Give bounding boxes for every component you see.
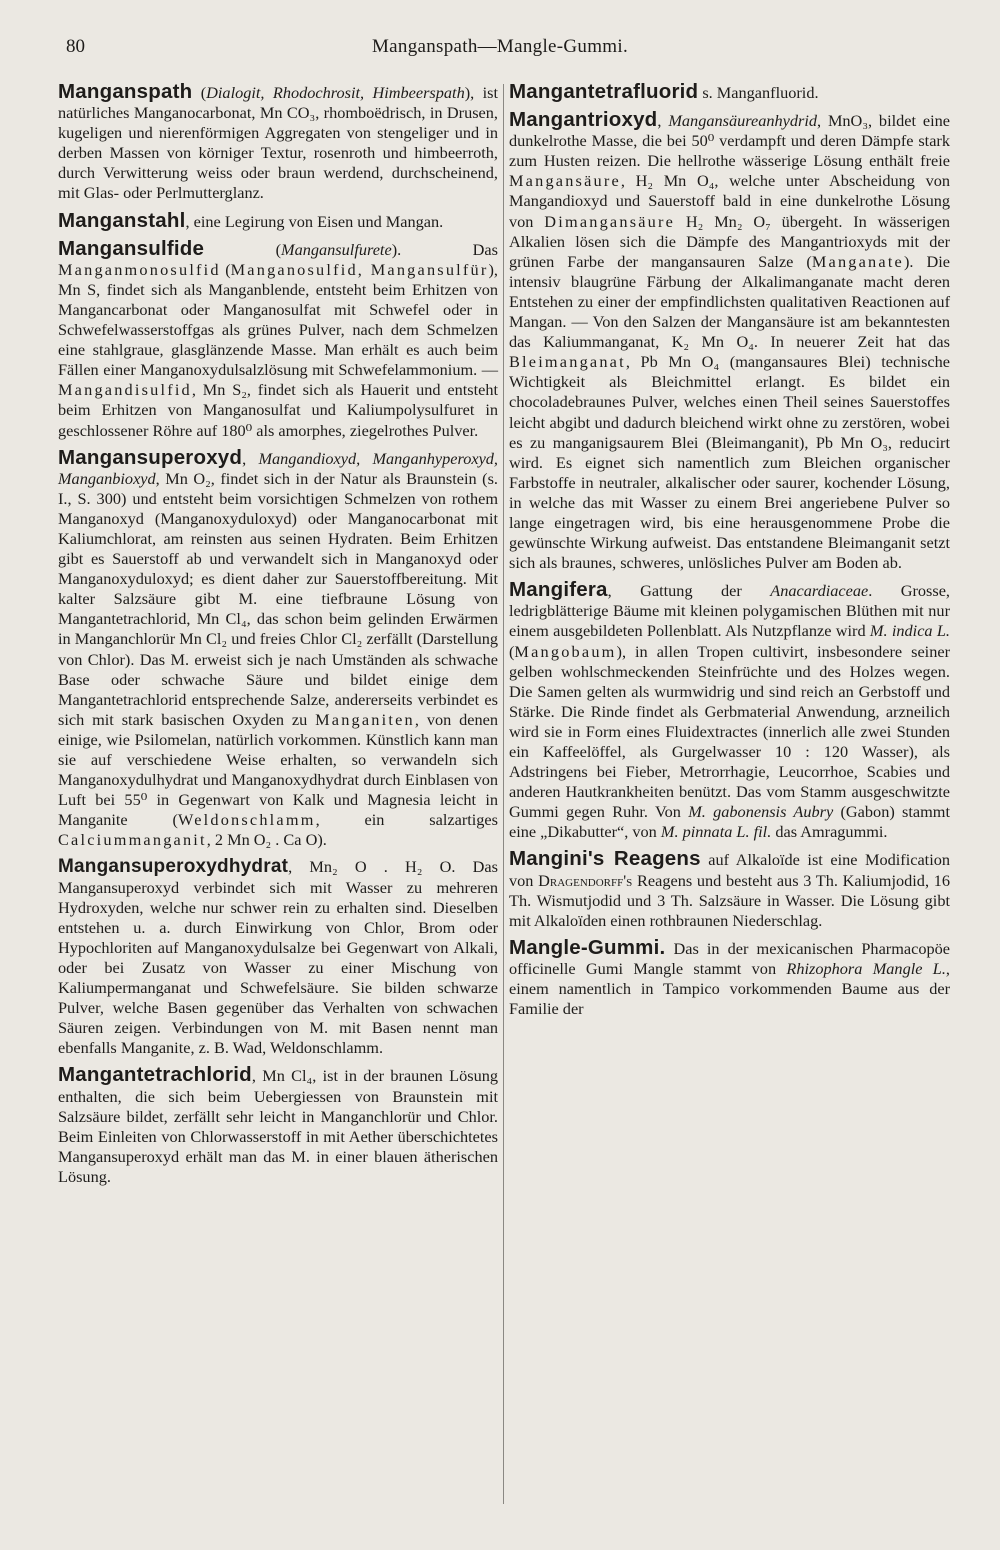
entry-text: , Gattung der	[607, 581, 771, 601]
entry-text: ), Mn S, findet sich als Manganblende, entsteht beim Erhitzen von Mangancarbonat oder Manganosulfat mit Schwefel oder in Schwefelwasserstoffgas als grünes Pulver, nach dem Schmelzen eine stahlgraue, glasglänzende Masse. Man erhält es auch beim Fällen einer Manganoxydulsalzlösung mit Schwefelammonium. —	[58, 259, 498, 380]
headword: Mangifera	[509, 578, 608, 602]
spaced-term: Dimangansäure	[544, 211, 676, 231]
headword: Mangantrioxyd	[509, 108, 658, 132]
page-header	[62, 36, 938, 62]
spaced-term: Mangandisulfid	[58, 380, 192, 400]
spaced-term: Manganosulfid, Mangansulfür	[230, 259, 489, 279]
entry-text: (	[220, 259, 231, 279]
entry-text: ,	[657, 111, 669, 131]
entry-mangantetrachlorid	[58, 1065, 498, 1187]
entry-text: (	[204, 239, 282, 259]
entry-mangansulfide	[58, 236, 498, 441]
running-title: Manganspath—Mangle-Gummi.	[371, 36, 629, 57]
entry-mangle-gummi	[509, 935, 950, 1019]
entry-text: H₂ Mn₂ O₇ übergeht. In wässerigen Alkalien lösen sich die Dämpfe des Mangantrioxyds mit der grünen Farbe der mangansauren Salze (	[509, 211, 950, 271]
entry-text: ), ist natürliches Manganocarbonat, Mn CO₃, rhomboëdrisch, in Drusen, kugeligen und nierenförmigen Aggregaten von stengeliger und in derben Massen von körniger Textur, rosenroth und himbeerroth, durch Verwitterung weiss oder braun werdend, durchscheinend, mit Glas- oder Perlmutterglanz.	[58, 83, 498, 203]
entry-mangifera	[509, 580, 950, 842]
entry-mangansuperoxydhydrat	[58, 857, 498, 1058]
entry-text: (	[509, 641, 515, 661]
headword: Manganstahl	[58, 208, 186, 232]
italic-term: Mangandioxyd, Manganhyperoxyd, Manganbioxyd	[58, 448, 499, 488]
entry-text: ). Das	[391, 239, 498, 259]
column-divider	[503, 84, 504, 1504]
headword: Mangantetrafluorid	[509, 80, 699, 103]
entry-manganstahl	[58, 208, 498, 232]
headword: Mangansuperoxyd	[58, 445, 243, 469]
entry-text: s. Manganfluorid.	[698, 83, 819, 102]
entry-text: , Mn Cl₄, ist in der braunen Lösung enthalten, die sich beim Uebergiessen von Braunstein mit Salzsäure bildet, zerfällt sehr leicht in Manganchlorür und Chlor. Beim Einleiten von Chlorwasserstoff in mit Aether überschichtetes Mangansuperoxyd erhält man das M. in einer blauen ätherischen Lösung.	[58, 1066, 498, 1186]
entry-text: ,	[242, 448, 259, 468]
entry-text: , Mn O₂, findet sich in der Natur als Braunstein (s. I., S. 300) und entsteht beim vorsichtigen Schmelzen von rothem Manganoxyd (Manganoxyduloxyd) oder Manganocarbonat mit Kaliumchlorat, am reinsten aus seinen Hydraten. Beim Erhitzen gibt es Sauerstoff ab und verwandelt sich in Manganoxyd oder Manganoxyduloxyd; es dient daher zur Sauerstoffbereitung. Mit kalter Salzsäure gibt M. eine tiefbraune Lösung von Mangantetrachlorid, Mn Cl₄, das schon beim gelinden Erwärmen in Manganchlorür Mn Cl₂ und freies Chlor Cl₂ zerfällt (Darstellung von Chlor). Das M. erweist sich je nach Umständen als schwache Base oder schwache Säure und bildet einige dem Mangantetrachlorid entsprechende Salze, andererseits verbindet es sich mit stark basischen Oxyden zu	[58, 468, 498, 729]
right-column	[509, 82, 950, 1530]
spaced-term: Manganmonosulfid	[58, 259, 221, 279]
entry-text: ), in allen Tropen cultivirt, insbesondere seiner gelben wohlschmeckenden Steinfrüchte und des Holzes wegen. Die Samen gelten als wurmwidrig und sind reich an Gerbstoff und Stärke. Die Rinde findet als Gerbmaterial Anwendung, arzneilich wird sie in Form eines Fluidextractes (innerlich alle zwei Stunden ein Kaffeelöffel, als Gurgelwasser 10 : 120 Wasser), als Adstringens bei Fieber, Metrorrhagie, Leucorrhoe, Scabies und anderen Hautkrankheiten benützt. Das vom Stamm ausgeschwitzte Gummi gegen Ruhr. Von	[509, 641, 950, 822]
page-number: 80	[66, 36, 85, 57]
spaced-term: Weldonschlamm	[177, 810, 316, 830]
spaced-term: Manganate	[811, 251, 904, 271]
italic-term: M. gabonensis Aubry	[688, 802, 834, 822]
entry-mangantetrafluorid	[509, 82, 950, 103]
entry-text: , 2 Mn O₂ . Ca O).	[206, 830, 327, 850]
headword: Mangantetrachlorid	[58, 1063, 252, 1087]
entry-text: , MnO₃, bildet eine dunkelrothe Masse, die bei 50⁰ verdampft und deren Dämpfe stark zum Husten reizen. Die hellrothe wässerige Lösung enthält freie	[509, 111, 951, 171]
italic-term: M. indica L.	[869, 621, 951, 641]
entry-text: , von denen einige, wie Psilomelan, natürlich vorkommen. Künstlich kann man sie auf verschiedene Weise erhalten, so verwandeln sich Manganoxydulhydrat und Manganoxydhydrat durch Einblasen von Luft bei 55⁰ in Gegenwart von Kalk und Magnesia leicht in Manganite (	[58, 709, 498, 830]
entry-text: , Mn S₂, findet sich als Hauerit und entsteht beim Erhitzen von Manganosulfat und Kaliumpolysulfuret in geschlossener Röhre auf 180⁰ als amorphes, ziegelrothes Pulver.	[58, 380, 498, 440]
headword: Manganspath	[58, 80, 193, 103]
spaced-term: Mangobaum	[514, 641, 617, 661]
headword: Mangini's Reagens	[509, 847, 701, 871]
spaced-term: Calciummanganit	[58, 830, 207, 850]
entry-text: , einem namentlich in Tampico vorkommenden Baume aus der Familie der	[509, 958, 950, 1019]
entry-text: , eine Legirung von Eisen und Mangan.	[185, 211, 444, 231]
italic-term: Mangansulfurete	[281, 239, 392, 259]
spaced-term: Bleimanganat	[509, 352, 626, 372]
entry-text: , Pb Mn O₄ (mangansaures Blei) technische Wichtigkeit als Bleichmittel erlangt. Es bildet ein chocoladebraunes Pulver, welches einen Theil seines Sauerstoffes leicht abgibt und dadurch bleichend wirkt ohne zu zerstören, wobei es zu manganigsaurem Blei (Bleimanganit), Pb Mn O₃, reducirt wird. Es eignet sich namentlich zum Bleichen organischer Farbstoffe in neutraler, alkalischer oder saurer, kochender Lösung, in welche das mit Wasser zu einem Brei angeriebene Pulver so lange eingetragen wird, bis eine herausgenommene Probe die gewünschte Wirkung aufweist. Das entstandene Bleimanganit setzt sich als braunes, schweres, unlösliches Pulver am Boden ab.	[509, 352, 950, 573]
italic-term: Anacardiaceae	[770, 581, 869, 601]
entry-mangantrioxyd	[509, 110, 950, 573]
entry-text: , H₂ Mn O₄, welche unter Abscheidung von Mangandioxyd und Sauerstoff bald in eine dunkelrothe Lösung von	[509, 171, 950, 231]
entry-text: auf Alkaloïde ist eine Modification von	[509, 850, 951, 890]
entry-text: Das in der mexicanischen Pharmacopöe officinelle Gumi Mangle stammt von	[509, 938, 950, 978]
headword: Mangle-Gummi.	[509, 935, 666, 959]
italic-term: Rhizophora Mangle L.	[786, 958, 946, 978]
spaced-term: Manganiten	[315, 709, 415, 729]
headword: Mangansuperoxydhydrat	[58, 856, 289, 878]
entry-text: (	[192, 83, 207, 102]
entry-manganspath	[58, 82, 498, 204]
italic-term: Dialogit, Rhodochrosit, Himbeerspath	[206, 83, 465, 102]
spaced-term: Mangansäure	[509, 171, 621, 191]
entry-mangini-reagens	[509, 849, 950, 930]
entry-text: ). Die intensiv blaugrüne Färbung der Alkalimanganate macht deren Entstehen zu einer der empfindlichsten qualitativen Reactionen auf Mangan. — Von den Salzen der Mangansäure ist am bekanntesten das Kaliummanganat, K₂ Mn O₄. In neuerer Zeit hat das	[509, 251, 950, 352]
entry-text: . Grosse, ledrigblätterige Bäume mit kleinen polygamischen Blüthen mit nur einem ausgebildeten Pollenblatt. Als Nutzpflanze wird	[509, 581, 950, 641]
italic-term: Mangansäureanhydrid	[668, 111, 817, 131]
entry-text: (Gabon) stammt eine „Dikabutter“, von	[509, 802, 950, 842]
italic-term: M. pinnata L. fil.	[660, 822, 772, 842]
left-column	[58, 82, 498, 1530]
entry-text: das Amragummi.	[771, 822, 888, 842]
small-caps-term: Dragendorff's	[538, 870, 633, 890]
entry-text: , ein salzartiges	[315, 810, 498, 830]
entry-text: Reagens und besteht aus 3 Th. Kaliumjodid, 16 Th. Wismutjodid und 3 Th. Salzsäure in Wasser. Die Lösung gibt mit Alkaloïden einen rothbraunen Niederschlag.	[509, 870, 951, 930]
headword: Mangansulfide	[58, 236, 205, 260]
entry-text: , Mn₂ O . H₂ O. Das Mangansuperoxyd verbindet sich mit Wasser zu mehreren Hydroxyden, welche nur schwer rein zu erhalten sind. Dieselben entstehen u. a. durch Einwirkung von Chlor, Brom oder Hypochloriten auf Manganoxydulsalze bei Gegenwart von Alkali, oder bei Zusatz von Wasser zu einer Mischung von Kaliumpermanganat und Schwefelsäure. Sie bilden schwarze Pulver, welche Basen gegenüber das Verhalten von schwachen Säuren zeigen. Verbindungen von M. mit Basen nennt man ebenfalls Manganite, z. B. Wad, Weldonschlamm.	[58, 857, 498, 1058]
entry-mangansuperoxyd	[58, 445, 499, 851]
